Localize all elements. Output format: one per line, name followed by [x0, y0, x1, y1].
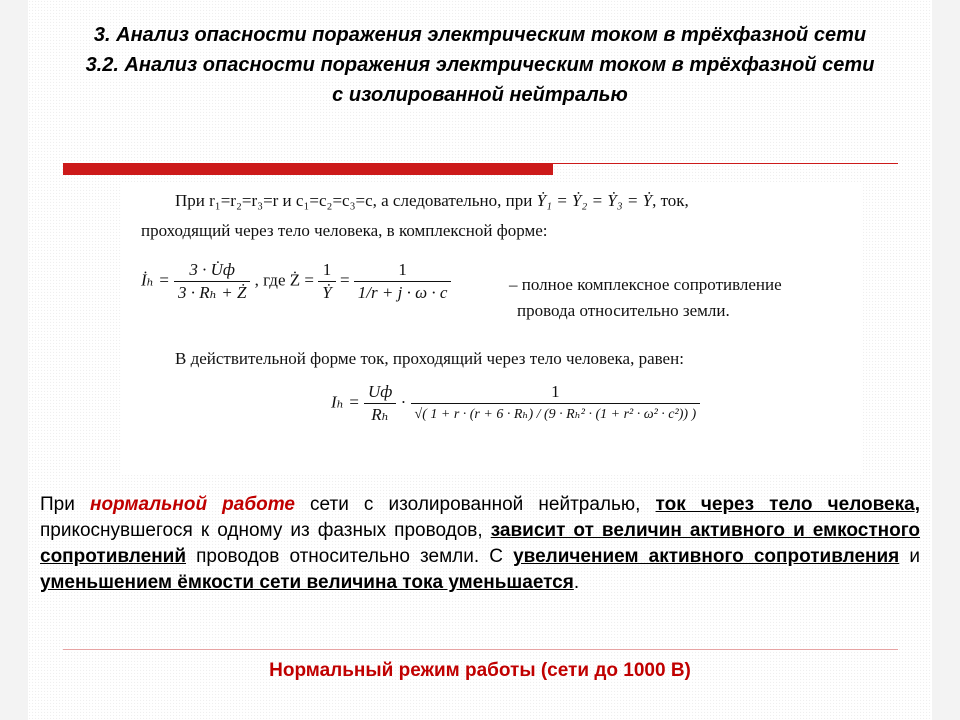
formula-dot: ·	[400, 392, 407, 412]
formula-desc-2: провода относительно земли.	[517, 301, 730, 320]
formula-i2-fraction	[411, 381, 701, 426]
formula-ih-denominator: 3 · Rₕ + Ż	[178, 283, 247, 302]
formula-z-fraction	[318, 259, 335, 304]
formula-equals: =	[339, 270, 350, 290]
title-line-2: 3.2. Анализ опасности поражения электрическим током в трёхфазной сети	[85, 54, 875, 76]
para-text-3: сети с изолированной нейтралью,	[294, 494, 656, 515]
title-line-1: 3. Анализ опасности поражения электрическим током в трёхфазной сети	[93, 24, 867, 46]
formula-i-fraction	[364, 381, 396, 426]
formula-z2-fraction	[354, 259, 452, 304]
formula-ih-lhs: İₕ =	[141, 270, 170, 290]
title-divider	[553, 163, 898, 164]
para-text-11: .	[573, 572, 580, 593]
para-text-1: При	[40, 494, 90, 515]
para-text-7: проводов относительно земли. С	[186, 546, 514, 567]
formula-z-numerator: 1	[318, 259, 335, 282]
formula-intro-2: проходящий через тело человека, в комплексной форме:	[141, 221, 548, 240]
formula-intro-tail: , ток,	[652, 191, 689, 210]
formula-i-lhs: Iₕ =	[331, 392, 360, 412]
formula-admittance-equality: Ẏ₁ = Ẏ₂ = Ẏ₃ = Ẏ	[536, 191, 653, 210]
formula-intro-text: При r₁=r₂=r₃=r и c₁=c₂=c₃=c, а следовательно, при	[175, 191, 533, 210]
formula-i2-numerator: 1	[411, 381, 701, 404]
para-depends-on-resistances: зависит от величин активного и емкостного сопротивлений	[40, 520, 921, 567]
formula-i-numerator: Uф	[364, 381, 396, 404]
slide-title	[40, 20, 920, 110]
para-text-5: прикоснувшегося к одному из фазных проводов,	[40, 520, 491, 541]
para-current-through-body: ток через тело человека,	[655, 494, 920, 515]
formula-where: , где Ż =	[254, 270, 314, 290]
footer-caption: Нормальный режим работы (сети до 1000 В)	[269, 660, 691, 681]
formula-z-denominator: Ẏ	[322, 283, 332, 302]
formula-z2-numerator: 1	[354, 259, 452, 282]
formula-desc-1: – полное комплексное сопротивление	[509, 275, 782, 294]
para-normal-operation: нормальной работе	[89, 494, 295, 515]
para-increase-resistance: увеличением активного сопротивления	[513, 546, 900, 567]
para-text-9: и	[899, 546, 920, 567]
title-red-bar	[63, 163, 553, 175]
formula-z2-denominator: 1/r + j · ω · c	[357, 283, 448, 302]
formula-i2-denominator: √( 1 + r · (r + 6 · Rₕ) / (9 · Rₕ² · (1 + r² · ω² · c²)) )	[414, 407, 697, 422]
formula-complex-current	[141, 259, 451, 304]
explanation-paragraph	[40, 492, 920, 596]
footer-divider	[63, 649, 898, 650]
formula-i-denominator: Rₕ	[371, 405, 390, 424]
formula-image	[121, 183, 863, 475]
formula-real-current	[331, 381, 700, 426]
formula-ih-fraction	[174, 259, 250, 304]
formula-ih-numerator: 3 · U̇ф	[174, 259, 250, 282]
formula-real-intro: В действительной форме ток, проходящий через тело человека, равен:	[175, 349, 684, 368]
formula-intro	[175, 191, 689, 211]
para-decrease-capacitance: уменьшением ёмкости сети величина тока уменьшается	[40, 572, 574, 593]
title-line-3: с изолированной нейтралью	[332, 84, 628, 106]
